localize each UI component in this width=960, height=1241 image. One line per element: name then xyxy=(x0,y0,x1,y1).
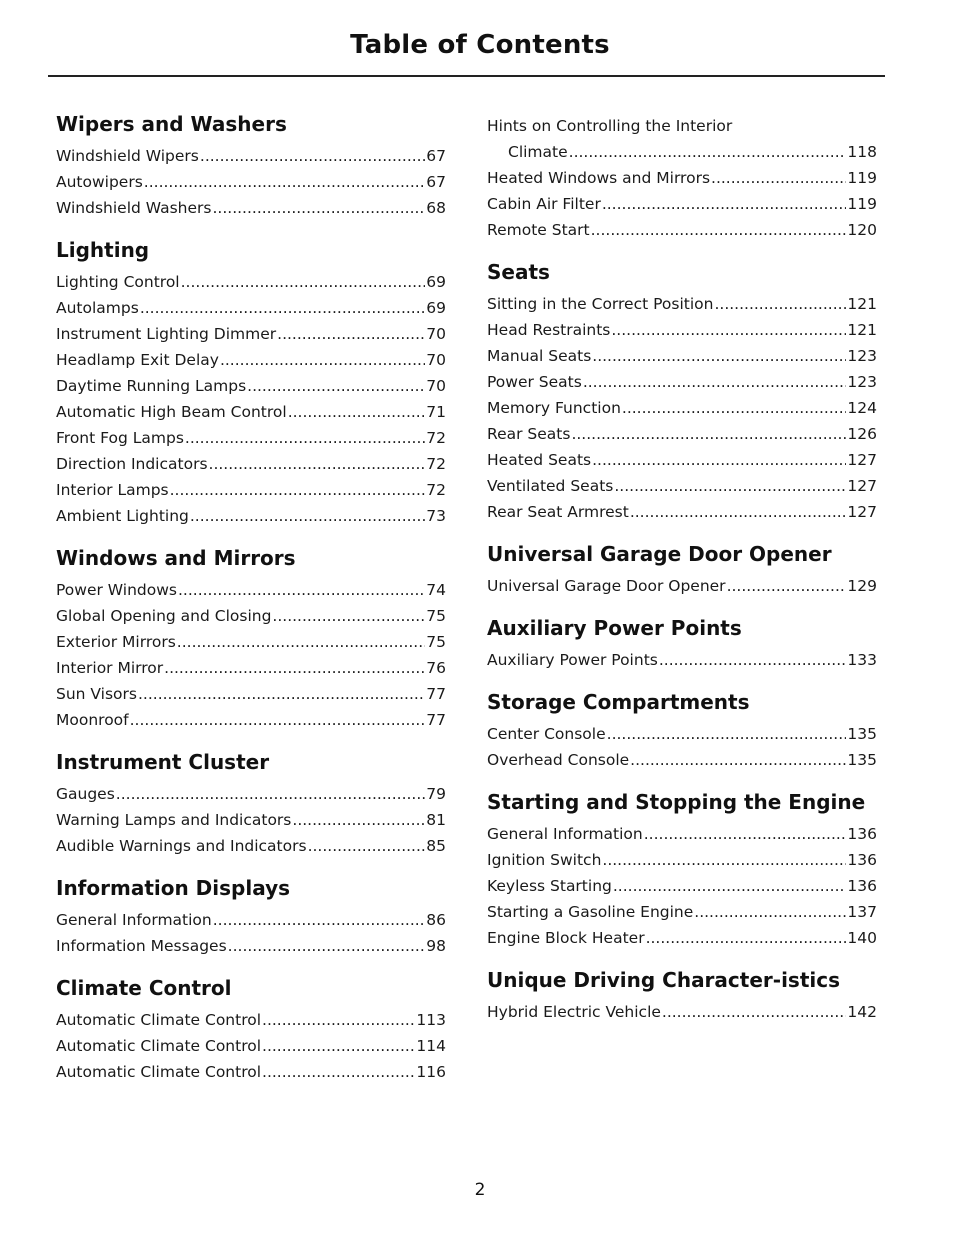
toc-entry[interactable] xyxy=(56,1059,446,1085)
toc-leader-dots xyxy=(220,347,425,373)
toc-entry-page: 70 xyxy=(426,351,446,369)
toc-leader-dots xyxy=(288,399,426,425)
toc-leader-dots xyxy=(727,573,847,599)
toc-entry-page: 113 xyxy=(416,1011,446,1029)
toc-entry[interactable] xyxy=(487,821,877,847)
toc-entry[interactable] xyxy=(487,191,877,217)
toc-entry[interactable] xyxy=(487,847,877,873)
toc-entry[interactable] xyxy=(56,399,446,425)
toc-entry[interactable] xyxy=(487,291,877,317)
toc-entry-page: 124 xyxy=(847,399,877,417)
toc-section xyxy=(487,261,877,525)
toc-leader-dots xyxy=(247,373,425,399)
toc-entry[interactable] xyxy=(56,143,446,169)
toc-leader-dots xyxy=(185,425,425,451)
toc-leader-dots xyxy=(607,721,847,747)
toc-entry-label: Engine Block Heater xyxy=(487,929,645,947)
toc-leader-dots xyxy=(571,421,846,447)
toc-entry-page: 79 xyxy=(426,785,446,803)
toc-entry-label: Ignition Switch xyxy=(487,851,602,869)
toc-entry[interactable] xyxy=(487,747,877,773)
toc-leader-dots xyxy=(130,707,426,733)
toc-section xyxy=(487,691,877,773)
toc-leader-dots xyxy=(262,1059,415,1085)
toc-entry-label: Remote Start xyxy=(487,221,590,239)
toc-leader-dots xyxy=(262,1007,415,1033)
toc-entry[interactable] xyxy=(56,195,446,221)
toc-entry-page: 73 xyxy=(426,507,446,525)
toc-leader-dots xyxy=(212,195,425,221)
toc-entry[interactable] xyxy=(56,655,446,681)
toc-entry[interactable] xyxy=(487,395,877,421)
toc-section xyxy=(487,969,877,1025)
toc-leader-dots xyxy=(644,821,847,847)
toc-entry-label: Audible Warnings and Indicators xyxy=(56,837,307,855)
toc-entry-label: Ventilated Seats xyxy=(487,477,614,495)
toc-entry-label: Auxiliary Power Points xyxy=(487,651,658,669)
toc-entry-label: Autolamps xyxy=(56,299,139,317)
toc-entry-page: 127 xyxy=(847,451,877,469)
toc-entry-page: 70 xyxy=(426,377,446,395)
toc-entry-page: 75 xyxy=(426,607,446,625)
toc-entry-label: Automatic Climate Control xyxy=(56,1037,262,1055)
toc-entry-label: Memory Function xyxy=(487,399,621,417)
toc-entry-page: 120 xyxy=(847,221,877,239)
section-heading: Storage Compartments xyxy=(487,690,750,714)
toc-entry-label: Information Messages xyxy=(56,937,227,955)
toc-entry-label: Hints on Controlling the Interior xyxy=(487,117,733,135)
toc-entry-label: Sitting in the Correct Position xyxy=(487,295,714,313)
section-heading: Lighting xyxy=(56,238,150,262)
toc-entry[interactable] xyxy=(487,165,877,191)
toc-entry-label: Direction Indicators xyxy=(56,455,208,473)
toc-entry[interactable] xyxy=(487,343,877,369)
toc-leader-dots xyxy=(262,1033,415,1059)
toc-entry[interactable] xyxy=(56,1033,446,1059)
toc-entry-page: 114 xyxy=(416,1037,446,1055)
toc-entry-page: 136 xyxy=(847,825,877,843)
toc-entry[interactable] xyxy=(56,603,446,629)
toc-leader-dots xyxy=(190,503,425,529)
toc-entry[interactable] xyxy=(487,317,877,343)
toc-entry-page: 72 xyxy=(426,455,446,473)
toc-leader-dots xyxy=(272,603,425,629)
toc-entry-page: 119 xyxy=(847,195,877,213)
toc-section xyxy=(487,617,877,673)
toc-entry-label: Power Seats xyxy=(487,373,582,391)
toc-entry-page: 140 xyxy=(847,929,877,947)
toc-entry-page: 119 xyxy=(847,169,877,187)
toc-entry[interactable] xyxy=(56,577,446,603)
toc-entry[interactable] xyxy=(487,925,877,951)
toc-entry-page: 81 xyxy=(426,811,446,829)
toc-entry-page: 67 xyxy=(426,147,446,165)
page-number: 2 xyxy=(474,1180,486,1200)
toc-entry-label: Automatic High Beam Control xyxy=(56,403,287,421)
toc-entry-label: Daytime Running Lamps xyxy=(56,377,247,395)
toc-leader-dots xyxy=(569,139,847,165)
toc-entry[interactable] xyxy=(56,347,446,373)
section-heading: Seats xyxy=(487,260,550,284)
toc-entry-page: 116 xyxy=(416,1063,446,1081)
toc-entry[interactable] xyxy=(56,503,446,529)
toc-entry[interactable] xyxy=(487,499,877,525)
toc-entry-label: Warning Lamps and Indicators xyxy=(56,811,292,829)
toc-entry[interactable] xyxy=(56,451,446,477)
toc-section xyxy=(56,877,446,959)
toc-entry-page: 70 xyxy=(426,325,446,343)
toc-section xyxy=(56,239,446,529)
toc-leader-dots xyxy=(200,143,425,169)
toc-leader-dots xyxy=(602,191,847,217)
toc-leader-dots xyxy=(611,317,846,343)
toc-entry-page: 121 xyxy=(847,321,877,339)
toc-entry-label: Hybrid Electric Vehicle xyxy=(487,1003,661,1021)
toc-leader-dots xyxy=(630,747,846,773)
toc-entry-page: 129 xyxy=(847,577,877,595)
toc-entry-label: Cabin Air Filter xyxy=(487,195,601,213)
toc-entry-page: 85 xyxy=(426,837,446,855)
toc-entry-label: Keyless Starting xyxy=(487,877,612,895)
toc-entry-label: Automatic Climate Control xyxy=(56,1011,262,1029)
toc-entry-page: 135 xyxy=(847,725,877,743)
toc-entry-page: 76 xyxy=(426,659,446,677)
toc-entry[interactable] xyxy=(56,807,446,833)
toc-entry-page: 68 xyxy=(426,199,446,217)
toc-entry-page: 137 xyxy=(847,903,877,921)
toc-entry[interactable] xyxy=(487,369,877,395)
toc-entry-page: 118 xyxy=(847,143,877,161)
toc-entry-page: 136 xyxy=(847,851,877,869)
page-title: Table of Contents xyxy=(350,30,610,60)
toc-leader-dots xyxy=(711,165,846,191)
toc-entry-label: Windshield Washers xyxy=(56,199,212,217)
toc-entry-label: General Information xyxy=(487,825,643,843)
toc-entry-page: 67 xyxy=(426,173,446,191)
toc-entry-page: 142 xyxy=(847,1003,877,1021)
toc-entry[interactable] xyxy=(487,573,877,599)
toc-leader-dots xyxy=(622,395,847,421)
toc-entry-page: 69 xyxy=(426,299,446,317)
toc-section xyxy=(56,547,446,733)
toc-entry-page: 126 xyxy=(847,425,877,443)
toc-entry[interactable] xyxy=(487,647,877,673)
toc-entry-page: 98 xyxy=(426,937,446,955)
toc-leader-dots xyxy=(209,451,426,477)
toc-entry-page: 127 xyxy=(847,477,877,495)
section-heading: Information Displays xyxy=(56,876,291,900)
toc-entry-label: Instrument Lighting Dimmer xyxy=(56,325,277,343)
toc-entry[interactable] xyxy=(487,113,877,165)
toc-entry-page: 127 xyxy=(847,503,877,521)
toc-section xyxy=(56,977,446,1085)
toc-entry-label: Rear Seat Armrest xyxy=(487,503,629,521)
toc-entry-label: Ambient Lighting xyxy=(56,507,189,525)
toc-leader-dots xyxy=(714,291,846,317)
toc-entry-list xyxy=(487,165,877,243)
toc-leader-dots xyxy=(178,577,425,603)
toc-entry-page: 72 xyxy=(426,481,446,499)
toc-entry-page: 72 xyxy=(426,429,446,447)
toc-entry-label: Lighting Control xyxy=(56,273,180,291)
toc-entry[interactable] xyxy=(56,477,446,503)
toc-entry[interactable] xyxy=(487,999,877,1025)
toc-entry-label: General Information xyxy=(56,911,212,929)
toc-entry[interactable] xyxy=(487,873,877,899)
toc-entry-label: Head Restraints xyxy=(487,321,611,339)
toc-leader-dots xyxy=(277,321,425,347)
toc-entry[interactable] xyxy=(56,707,446,733)
toc-leader-dots xyxy=(602,847,846,873)
section-heading: Unique Driving Character-istics xyxy=(487,968,840,992)
toc-entry[interactable] xyxy=(56,1007,446,1033)
toc-right-column xyxy=(487,113,877,1043)
toc-entry-label-continued: Climate xyxy=(508,143,568,161)
section-heading: Auxiliary Power Points xyxy=(487,616,742,640)
toc-entry[interactable] xyxy=(487,721,877,747)
toc-right-sections xyxy=(487,261,877,1025)
toc-leader-dots xyxy=(170,477,426,503)
toc-entry[interactable] xyxy=(56,781,446,807)
toc-entry-label: Autowipers xyxy=(56,173,143,191)
toc-leader-dots xyxy=(694,899,846,925)
toc-entry[interactable] xyxy=(56,425,446,451)
toc-entry[interactable] xyxy=(56,833,446,859)
toc-entry[interactable] xyxy=(56,169,446,195)
toc-leader-dots xyxy=(614,473,846,499)
toc-entry[interactable] xyxy=(487,447,877,473)
toc-entry[interactable] xyxy=(56,933,446,959)
section-heading: Windows and Mirrors xyxy=(56,546,296,570)
toc-entry[interactable] xyxy=(56,321,446,347)
toc-entry-label: Exterior Mirrors xyxy=(56,633,176,651)
toc-entry-label: Interior Lamps xyxy=(56,481,169,499)
toc-leader-dots xyxy=(228,933,426,959)
toc-entry[interactable] xyxy=(487,217,877,243)
toc-entry-label: Gauges xyxy=(56,785,115,803)
toc-entry-label: Manual Seats xyxy=(487,347,592,365)
toc-entry-label: Heated Windows and Mirrors xyxy=(487,169,711,187)
toc-entry-label: Headlamp Exit Delay xyxy=(56,351,219,369)
toc-leader-dots xyxy=(181,269,426,295)
toc-entry-label: Windshield Wipers xyxy=(56,147,199,165)
toc-section xyxy=(56,113,446,221)
toc-entry-label: Global Opening and Closing xyxy=(56,607,272,625)
toc-leader-dots xyxy=(144,169,425,195)
toc-entry-page: 123 xyxy=(847,373,877,391)
toc-leader-dots xyxy=(164,655,425,681)
toc-leader-dots xyxy=(140,295,425,321)
toc-leader-dots xyxy=(591,217,847,243)
toc-entry[interactable] xyxy=(487,899,877,925)
toc-leader-dots xyxy=(613,873,847,899)
toc-entry[interactable] xyxy=(56,629,446,655)
section-heading: Instrument Cluster xyxy=(56,750,270,774)
toc-entry-page: 121 xyxy=(847,295,877,313)
toc-entry-page: 136 xyxy=(847,877,877,895)
toc-entry-page: 71 xyxy=(426,403,446,421)
toc-leader-dots xyxy=(592,343,846,369)
toc-entry-label: Center Console xyxy=(487,725,606,743)
toc-entry-page: 135 xyxy=(847,751,877,769)
toc-entry-label: Rear Seats xyxy=(487,425,571,443)
toc-entry-page: 69 xyxy=(426,273,446,291)
toc-entry-page: 77 xyxy=(426,685,446,703)
toc-section-climate-continued xyxy=(487,113,877,243)
toc-entry-page: 133 xyxy=(847,651,877,669)
toc-leader-dots xyxy=(646,925,847,951)
toc-entry-label: Automatic Climate Control xyxy=(56,1063,262,1081)
toc-entry-page: 77 xyxy=(426,711,446,729)
toc-leader-dots xyxy=(292,807,425,833)
toc-leader-dots xyxy=(213,907,426,933)
section-heading: Climate Control xyxy=(56,976,232,1000)
toc-entry[interactable] xyxy=(56,269,446,295)
toc-leader-dots xyxy=(592,447,846,473)
toc-leader-dots xyxy=(583,369,847,395)
toc-entry[interactable] xyxy=(56,295,446,321)
toc-entry-page: 86 xyxy=(426,911,446,929)
toc-entry[interactable] xyxy=(487,421,877,447)
toc-section xyxy=(487,791,877,951)
toc-entry-label: Interior Mirror xyxy=(56,659,164,677)
toc-entry-label: Universal Garage Door Opener xyxy=(487,577,726,595)
section-heading: Starting and Stopping the Engine xyxy=(487,790,866,814)
toc-entry[interactable] xyxy=(56,681,446,707)
toc-entry[interactable] xyxy=(56,907,446,933)
toc-entry-label: Heated Seats xyxy=(487,451,592,469)
toc-leader-dots xyxy=(659,647,847,673)
toc-entry[interactable] xyxy=(56,373,446,399)
toc-leader-dots xyxy=(138,681,425,707)
toc-section xyxy=(487,543,877,599)
section-heading: Wipers and Washers xyxy=(56,112,287,136)
toc-leader-dots xyxy=(308,833,426,859)
toc-entry-label: Overhead Console xyxy=(487,751,630,769)
toc-entry[interactable] xyxy=(487,473,877,499)
toc-entry-page: 75 xyxy=(426,633,446,651)
toc-leader-dots xyxy=(630,499,847,525)
toc-entry-page: 74 xyxy=(426,581,446,599)
toc-entry-label: Power Windows xyxy=(56,581,177,599)
toc-entry-label: Front Fog Lamps xyxy=(56,429,184,447)
toc-entry-label: Sun Visors xyxy=(56,685,137,703)
toc-entry-page: 123 xyxy=(847,347,877,365)
toc-leader-dots xyxy=(177,629,425,655)
toc-entry-label: Starting a Gasoline Engine xyxy=(487,903,694,921)
toc-leader-dots xyxy=(116,781,425,807)
toc-section xyxy=(56,751,446,859)
title-divider xyxy=(48,75,885,77)
toc-leader-dots xyxy=(662,999,847,1025)
toc-left-column xyxy=(56,113,446,1103)
toc-entry-label: Moonroof xyxy=(56,711,129,729)
section-heading: Universal Garage Door Opener xyxy=(487,542,832,566)
